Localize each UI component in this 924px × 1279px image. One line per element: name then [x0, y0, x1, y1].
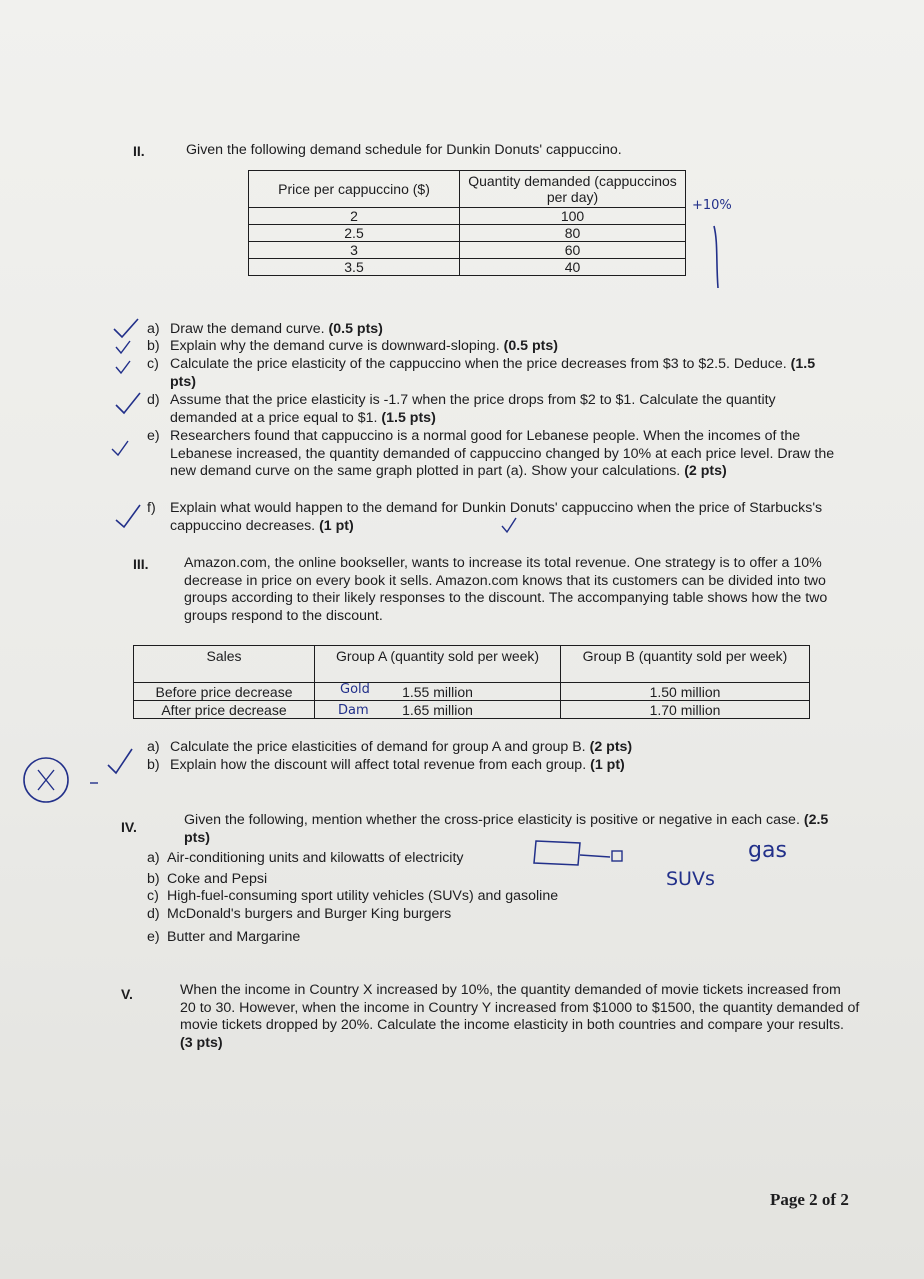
page-number: Page 2 of 2 [770, 1190, 849, 1209]
table-cell: 60 [460, 242, 686, 259]
question-2a [147, 321, 847, 339]
question-points: (2 pts) [589, 739, 633, 755]
table-cell: 3 [249, 242, 460, 259]
question-label: e) [147, 929, 160, 945]
question-label: b) [147, 871, 160, 887]
question-label: c) [147, 356, 159, 372]
table-row [134, 701, 810, 719]
table-header: Price per cappuccino ($) [249, 171, 460, 208]
table-row [249, 242, 686, 259]
question-text: McDonald's burgers and Burger King burgers [167, 906, 452, 922]
question-2b [147, 338, 847, 356]
question-2e [147, 428, 847, 500]
question-4a [147, 850, 827, 868]
question-text: Calculate the price elasticities of demand for group A and group B. [170, 739, 586, 755]
section-2-number: II. [133, 143, 145, 159]
question-label: a) [147, 321, 160, 337]
question-text: Coke and Pepsi [167, 871, 268, 887]
table-cell: 3.5 [249, 259, 460, 276]
table-cell: 2 [249, 208, 460, 225]
question-4d [147, 906, 827, 924]
question-text: Explain what would happen to the demand for Dunkin Donuts' cappuccino when the price of Starbucks's cappuccino decreases. [170, 500, 823, 534]
question-3a [147, 739, 847, 757]
handwritten-note-10pct: +10% [692, 198, 732, 213]
question-2f [147, 500, 847, 536]
question-label: d) [147, 392, 160, 408]
section-5-number: V. [121, 986, 133, 1002]
table-header: Group A (quantity sold per week) [315, 646, 561, 683]
question-points: (0.5 pts) [503, 338, 558, 354]
table-cell: 100 [460, 208, 686, 225]
question-4e [147, 929, 827, 947]
table-cell: 1.50 million [561, 683, 810, 701]
question-text: High-fuel-consuming sport utility vehicles (SUVs) and gasoline [167, 888, 559, 904]
table-cell: 40 [460, 259, 686, 276]
question-4c [147, 888, 827, 906]
question-text: Explain why the demand curve is downward-sloping. [170, 338, 500, 354]
question-label: b) [147, 338, 160, 354]
table-header: Group B (quantity sold per week) [561, 646, 810, 683]
question-4b [147, 871, 827, 889]
question-points: (1.5 pts) [170, 356, 816, 390]
question-text: Calculate the price elasticity of the cappuccino when the price decreases from $3 to $2.5. Deduce. [170, 356, 787, 372]
question-points: (1.5 pts) [381, 409, 436, 426]
question-points: (2 pts) [684, 463, 727, 479]
section-3-stem: Amazon.com, the online bookseller, wants to increase its total revenue. One strategy is to offer a 10% decrease in price on every book it sells. Amazon.com knows that its customers can be divided into two groups according to their likely responses to the discount. The accompanying table shows how the two groups respond to the discount. [184, 555, 828, 624]
table-cell: 1.55 million [315, 683, 561, 701]
table-cell: 2.5 [249, 225, 460, 242]
table-row [134, 683, 810, 701]
question-label: c) [147, 888, 159, 904]
table-cell: 1.65 million [315, 701, 561, 719]
question-points: (1 pt) [590, 757, 625, 773]
section-4-text: Given the following, mention whether the cross-price elasticity is positive or negative in each case. [184, 812, 800, 828]
question-label: e) [147, 428, 160, 444]
section-4-points: (2.5 pts) [184, 812, 829, 846]
table-header: Sales [134, 646, 315, 683]
section-5-points: (3 pts) [180, 1034, 223, 1051]
table-cell: After price decrease [134, 701, 315, 719]
handwritten-note-gas: gas [748, 838, 787, 863]
question-label: a) [147, 739, 160, 755]
table-cell: Before price decrease [134, 683, 315, 701]
table-row [249, 208, 686, 225]
handwritten-check-mark [500, 516, 520, 536]
question-text: Butter and Margarine [167, 929, 301, 945]
question-text: Draw the demand curve. [170, 321, 325, 337]
table-cell: 80 [460, 225, 686, 242]
table-row [249, 225, 686, 242]
question-label: f) [147, 500, 156, 516]
section-5-text: When the income in Country X increased by 10%, the quantity demanded of movie tickets increased from 20 to 30. However, when the income in Country Y increased from $1000 to $1500, the quantity demanded of movie tickets dropped by 20%. Calculate the income elasticity in both countries and compare your results. [180, 982, 860, 1033]
question-points: (0.5 pts) [328, 321, 383, 337]
question-label: d) [147, 906, 160, 922]
table-cell: 1.70 million [561, 701, 810, 719]
section-4-number: IV. [121, 819, 137, 835]
section-3-number: III. [133, 556, 149, 572]
question-label: b) [147, 757, 160, 773]
table-row [249, 259, 686, 276]
question-2d [147, 392, 847, 428]
section-5-stem [180, 982, 860, 1052]
section-2-stem: Given the following demand schedule for Dunkin Donuts' cappuccino. [186, 142, 622, 158]
question-2c [147, 356, 847, 392]
question-text: Researchers found that cappuccino is a normal good for Lebanese people. When the incomes of the Lebanese increased, the quantity demanded of cappuccino changed by 10% at each price level. Draw the new demand curve on the same graph plotted in part (a). Show your calculations. [170, 428, 835, 479]
handwritten-note-dam: Dam [338, 703, 369, 718]
handwritten-note-suvs: SUVs [666, 868, 715, 890]
question-label: a) [147, 850, 160, 866]
table-header: Quantity demanded (cappuccinos per day) [460, 171, 686, 208]
handwritten-box-sketch [530, 835, 630, 875]
handwritten-note-gold: Gold [340, 682, 370, 697]
handwritten-check-marks [110, 315, 150, 530]
question-text: Air-conditioning units and kilowatts of electricity [167, 850, 464, 866]
question-3b [147, 757, 847, 775]
question-text: Assume that the price elasticity is -1.7 when the price drops from $2 to $1. Calculate the quantity demanded at a price equal to $1. [170, 392, 776, 426]
demand-schedule-table [248, 170, 686, 276]
question-points: (1 pt) [319, 517, 354, 534]
handwritten-bracket-mark [700, 222, 730, 292]
handwritten-circle-mark [20, 725, 150, 820]
question-text: Explain how the discount will affect total revenue from each group. [170, 757, 587, 773]
amazon-sales-table [133, 645, 810, 719]
